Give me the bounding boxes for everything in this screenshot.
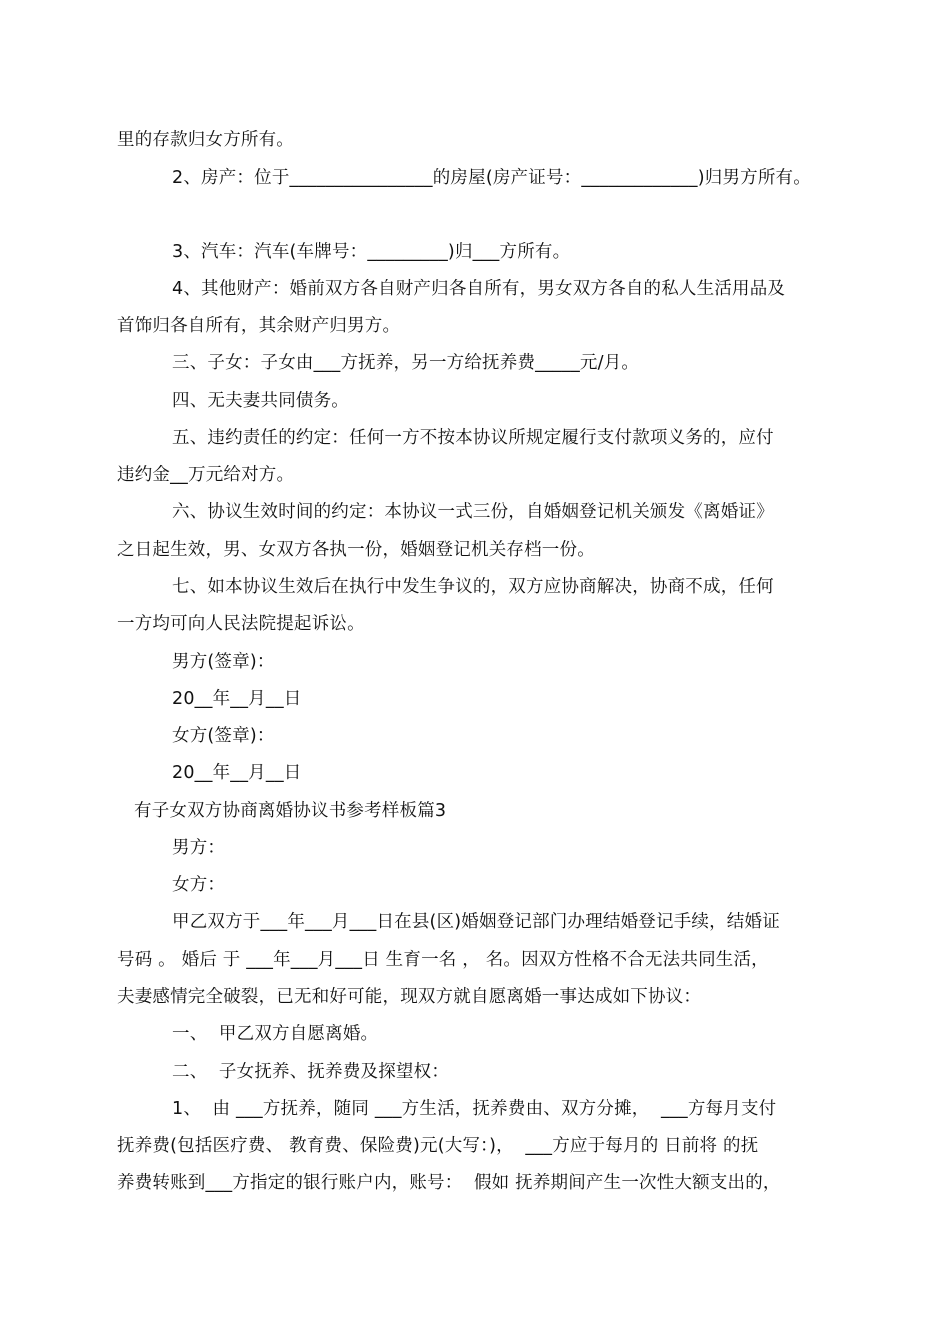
paragraph-line: 五、违约责任的约定：任何一方不按本协议所规定履行支付款项义务的，应付 bbox=[172, 428, 774, 448]
paragraph-line: 违约金__万元给对方。 bbox=[117, 465, 295, 485]
paragraph-line: 养费转账到___方指定的银行账户内，账号： 假如 抚养期间产生一次性大额支出的， bbox=[117, 1173, 781, 1193]
paragraph-line: 三、子女：子女由___方抚养，另一方给抚养费_____元/月。 bbox=[172, 353, 640, 373]
paragraph-line: 2、房产：位于________________的房屋(房产证号：_____________)归男方所有。 bbox=[172, 168, 811, 188]
paragraph-line: 4、其他财产：婚前双方各自财产归各自所有，男女双方各自的私人生活用品及 bbox=[172, 279, 786, 299]
party-female: 女方： bbox=[172, 875, 226, 895]
paragraph-line: 一方均可向人民法院提起诉讼。 bbox=[117, 614, 365, 634]
paragraph-line: 四、无夫妻共同债务。 bbox=[172, 391, 349, 411]
paragraph-line: 甲乙双方于___年___月___日在县(区)婚姻登记部门办理结婚登记手续，结婚证 bbox=[172, 912, 780, 932]
section-heading: 有子女双方协商离婚协议书参考样板篇3 bbox=[134, 801, 447, 821]
signature-line-male: 男方(签章)： bbox=[172, 652, 275, 672]
paragraph-line: 七、如本协议生效后在执行中发生争议的，双方应协商解决，协商不成，任何 bbox=[172, 577, 774, 597]
paragraph-line: 之日起生效，男、女双方各执一份，婚姻登记机关存档一份。 bbox=[117, 540, 595, 560]
paragraph-line: 首饰归各自所有，其余财产归男方。 bbox=[117, 316, 401, 336]
paragraph-line: 3、汽车：汽车(车牌号：_________)归___方所有。 bbox=[172, 242, 571, 262]
paragraph-line: 抚养费(包括医疗费、 教育费、保险费)元(大写：)， ___方应于每月的 日前将 的抚 bbox=[117, 1136, 759, 1156]
party-male: 男方： bbox=[172, 838, 226, 858]
paragraph-line: 号码 。 婚后 于 ___年___月___日 生育一名 ， 名。因双方性格不合无法共同生活， bbox=[117, 950, 769, 970]
paragraph-line: 六、协议生效时间的约定：本协议一式三份，自婚姻登记机关颁发《离婚证》 bbox=[172, 502, 774, 522]
paragraph-line: 一、 甲乙双方自愿离婚。 bbox=[172, 1024, 379, 1044]
date-line: 20__年__月__日 bbox=[172, 689, 302, 709]
signature-line-female: 女方(签章)： bbox=[172, 726, 275, 746]
date-line: 20__年__月__日 bbox=[172, 763, 302, 783]
paragraph-line: 里的存款归女方所有。 bbox=[117, 130, 294, 150]
paragraph-line: 1、 由 ___方抚养，随同 ___方生活，抚养费由、双方分摊， ___方每月支付 bbox=[172, 1099, 777, 1119]
paragraph-line: 二、 子女抚养、抚养费及探望权： bbox=[172, 1062, 450, 1082]
paragraph-line: 夫妻感情完全破裂，已无和好可能，现双方就自愿离婚一事达成如下协议： bbox=[117, 987, 702, 1007]
